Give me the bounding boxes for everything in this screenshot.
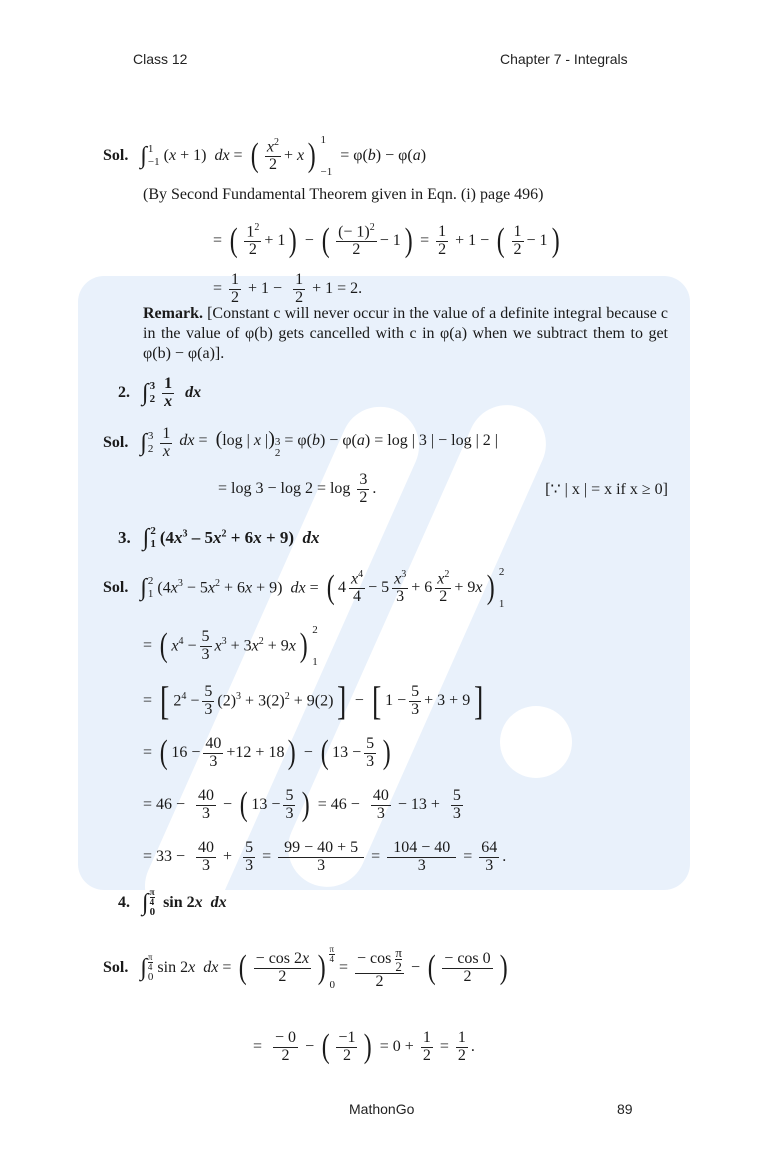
question-number: 2. bbox=[118, 384, 130, 401]
q1-step2: = $\frac{1}{2}$ + 1 − $\frac{1}{2}$ + 1 = 2. bbox=[213, 270, 363, 306]
q1-solution-line1: Sol. ∫ 1 −1 (x + 1) dx = ( $\frac{x^2}{2}$ + x ) 1 −1 = φ(b) − φ(a) bbox=[103, 134, 427, 178]
question-number: 4. bbox=[118, 894, 130, 911]
sol-label: Sol. bbox=[103, 959, 129, 976]
remark-label: Remark. bbox=[143, 305, 203, 322]
q3-step5: = 46 − $\frac{40}{3}$ − ( 13 − $\frac{5}{3}$ ) = 46 − $\frac{40}{3}$ − 13 + $\frac{5}{3}$ bbox=[143, 786, 461, 823]
q2-step2: = log 3 − log 2 = log $\frac{3}{2}$ . [∵ | x | = x if x ≥ 0] bbox=[218, 470, 668, 506]
page-number: 89 bbox=[617, 1101, 633, 1117]
q3-step6: = 33 − $\frac{40}{3}$ + $\frac{5}{3}$ = $\frac{99 - 40 + 5}{3}$ = $\frac{104 - 40}{3}$ = $\frac{64}{3}$ . bbox=[143, 838, 507, 874]
sol-label: Sol. bbox=[103, 147, 129, 164]
q2-reason: [∵ | x | = x if x ≥ 0] bbox=[545, 481, 668, 498]
q4-step2: = $\frac{- 0}{2}$ − ( $\frac{-1}{2}$ ) = 0 + $\frac{1}{2}$ = $\frac{1}{2}$ . bbox=[253, 1028, 475, 1065]
q1-note: (By Second Fundamental Theorem given in Eqn. (i) page 496) bbox=[143, 186, 544, 203]
q4-question: 4. ∫ π 4 0 sin 2x dx bbox=[118, 887, 227, 918]
remark-text: [Constant c will never occur in the value of a definite integral because c in the value of φ(b) gets cancelled with c in φ(a) when we subtract them to get φ(b) − φ(a)]. bbox=[143, 305, 669, 362]
q1-remark bbox=[143, 304, 668, 364]
q4-solution-line1: Sol. ∫ π 4 0 sin 2x dx = ( $\frac{- \cos 2x}{2}$ ) π 4 0 = − cos $\frac{\pi}{2}$ 2 − ( $\frac{- \cos 0}{2}$ ) bbox=[103, 944, 508, 991]
q2-solution-line1: Sol. ∫ 3 2 $\frac{1}{x}$ dx = (log | x |) 3 2 = φ(b) − φ(a) = log | 3 | − log | 2 | bbox=[103, 424, 498, 460]
question-number: 3. bbox=[118, 528, 131, 547]
footer-brand: MathonGo bbox=[349, 1101, 415, 1117]
q2-question: 2. ∫ 3 2 $\frac{1}{x}$ dx bbox=[118, 374, 202, 410]
q3-question: 3. ∫ 2 1 $(4x^3 - 5x^2 + 6x + 9)$ dx bbox=[118, 524, 320, 551]
q3-solution-line1: Sol. ∫ 2 1 $(4x^3 - 5x^2 + 6x + 9)$ dx = ( 4 $\frac{x^4}{4}$ − 5 $\frac{x^3}{3}$ + 6 $\frac{x^2}{2}$ + 9x ) 2 1 bbox=[103, 566, 505, 610]
q3-step2: = ( $x^4$ − $\frac{5}{3}$ $x^3 + 3x^2 + 9x$ ) 2 1 bbox=[143, 624, 318, 668]
header-class: Class 12 bbox=[133, 51, 188, 67]
q3-step4: = ( 16 − $\frac{40}{3}$ +12 + 18 ) − ( 13 − $\frac{5}{3}$ ) bbox=[143, 734, 391, 771]
q1-step1: = ( $\frac{1^2}{2}$ + 1 ) − ( $\frac{(- 1)^2}{2}$ − 1 ) = $\frac{1}{2}$ + 1 − ( $\frac{1}{2}$ − 1 ) bbox=[213, 222, 560, 259]
sol-label: Sol. bbox=[103, 579, 129, 596]
sol-label: Sol. bbox=[103, 434, 129, 451]
q3-step3: = [ $2^4$ − $\frac{5}{3}$ $(2)^3 + 3(2)^2 + 9(2)$ ] − [ 1 − $\frac{5}{3}$ + 3 + 9 ] bbox=[143, 678, 484, 723]
header-chapter: Chapter 7 - Integrals bbox=[500, 51, 628, 67]
